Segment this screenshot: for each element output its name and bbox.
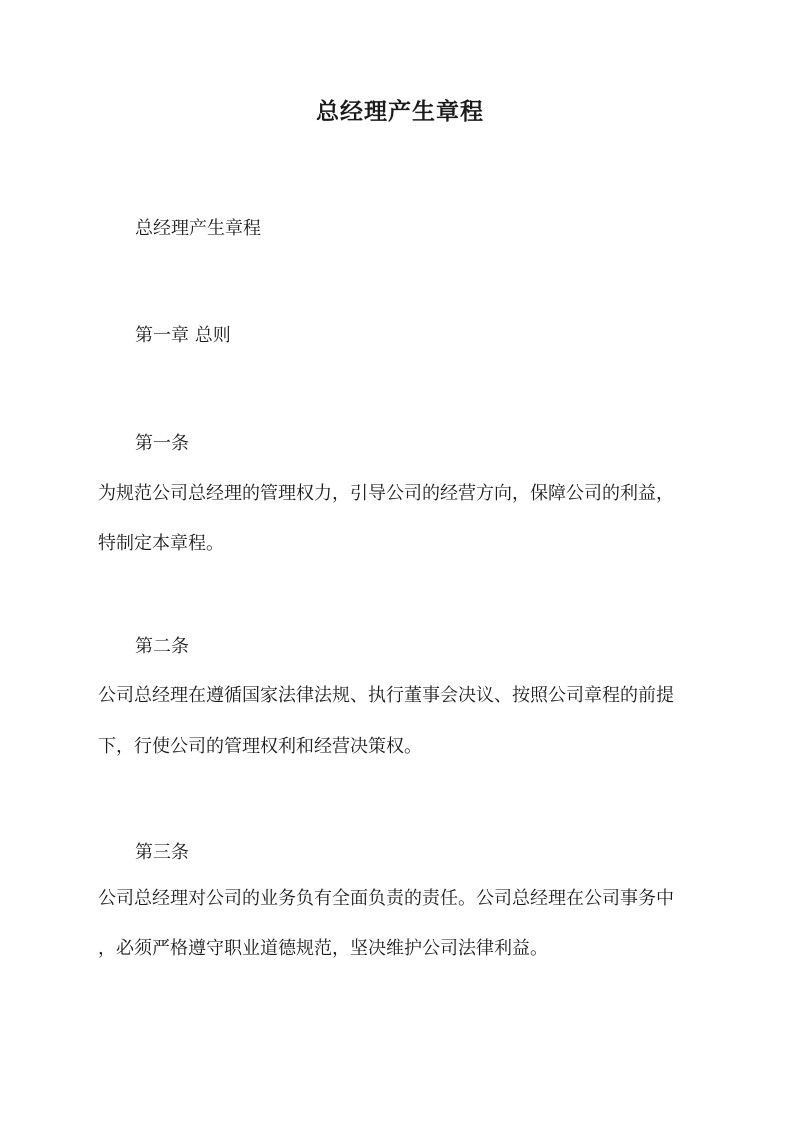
article-text-line: 下，行使公司的管理权利和经营决策权。: [98, 736, 422, 757]
article-text-line: 特制定本章程。: [98, 533, 224, 554]
article-text-line: 公司总经理对公司的业务负有全面负责的责任。公司总经理在公司事务中: [98, 888, 674, 909]
document-title: 总经理产生章程: [316, 98, 484, 125]
article-heading: 第三条: [135, 842, 189, 863]
article-text-line: 为规范公司总经理的管理权力，引导公司的经营方向，保障公司的利益，: [98, 483, 674, 504]
article-heading: 第一条: [135, 433, 189, 454]
document-subtitle: 总经理产生章程: [135, 218, 261, 239]
article-text-line: ，必须严格遵守职业道德规范，坚决维护公司法律利益。: [98, 938, 548, 959]
chapter-heading: 第一章 总则: [135, 325, 231, 346]
article-heading: 第二条: [135, 636, 189, 657]
article-text-line: 公司总经理在遵循国家法律法规、执行董事会决议、按照公司章程的前提: [98, 685, 674, 706]
